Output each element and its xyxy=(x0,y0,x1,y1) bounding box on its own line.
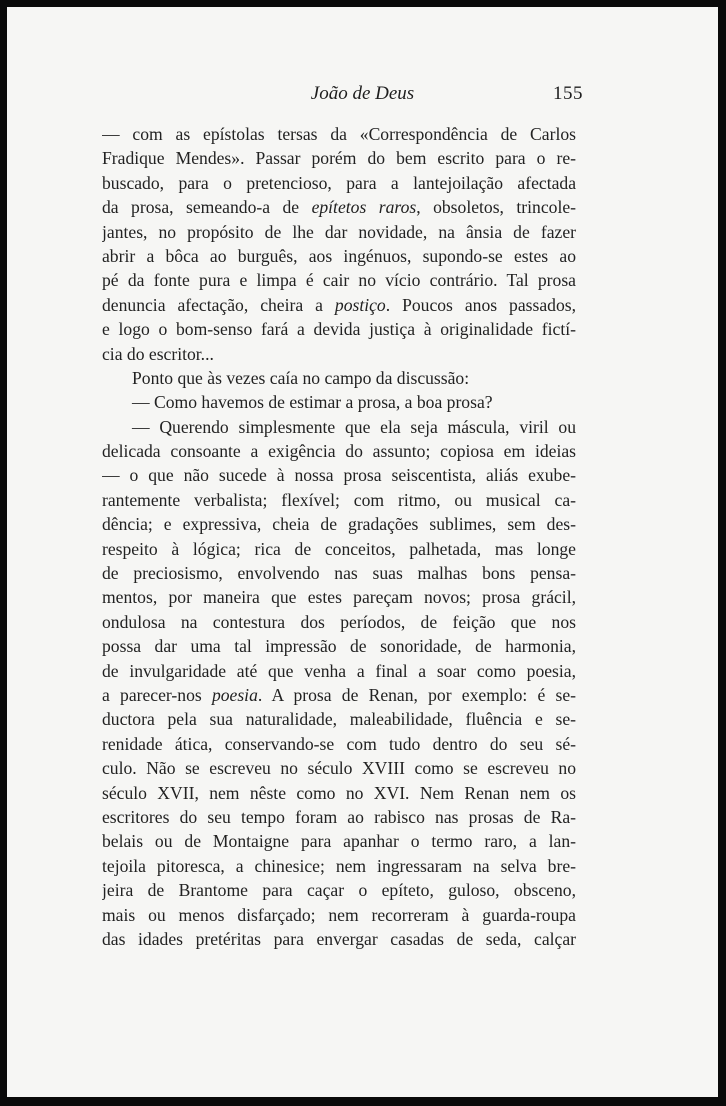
text-line: pé da fonte pura e limpa é cair no vício contrário. Tal prosa xyxy=(102,270,576,291)
text-run: . A prosa de Renan, por exemplo: é se- xyxy=(257,684,576,705)
text-line xyxy=(102,683,576,707)
text-line: mentos, por maneira que estes pareçam novos; prosa grácil, xyxy=(102,587,576,608)
text-line: de invulgaridade até que venha a final a soar como poesia, xyxy=(102,660,576,681)
text-line: cia do escritor... xyxy=(102,343,214,364)
text-run: . Poucos anos passados, xyxy=(385,294,576,315)
text-line: — Como havemos de estimar a prosa, a boa prosa? xyxy=(132,392,493,413)
text-line: abrir a bôca ao burguês, aos ingénuos, supondo-se estes ao xyxy=(102,245,576,266)
text-run: , obsoletos, trincole- xyxy=(416,197,576,218)
running-head xyxy=(7,81,718,107)
italic-phrase: epítetos raros xyxy=(311,197,417,218)
text-line: jeira de Brantome para caçar o epíteto, guloso, obsceno, xyxy=(102,880,576,901)
text-line: de preciosismo, envolvendo nas suas malhas bons pensa- xyxy=(102,563,576,584)
text-line: ductora pela sua naturalidade, maleabilidade, fluência e se- xyxy=(102,709,576,730)
text-line: — o que não sucede à nossa prosa seiscentista, aliás exube- xyxy=(102,465,576,486)
text-line: tejoila pitoresca, a chinesice; nem ingressaram na selva bre- xyxy=(102,855,576,876)
text-line xyxy=(102,293,576,317)
text-line: culo. Não se escreveu no século XVIII como se escreveu no xyxy=(102,758,576,779)
text-line: das idades pretéritas para envergar casadas de seda, calçar xyxy=(102,928,576,949)
text-line: respeito à lógica; rica de conceitos, palhetada, mas longe xyxy=(102,538,576,559)
text-line: possa dar uma tal impressão de sonoridade, de harmonia, xyxy=(102,636,576,657)
text-line: e logo o bom-senso fará a devida justiça à originalidade fictí- xyxy=(102,319,576,340)
italic-phrase: postiço xyxy=(334,294,386,315)
text-line xyxy=(102,195,576,219)
text-run: denuncia afectação, cheira a xyxy=(102,294,335,315)
text-line: delicada consoante a exigência do assunto; copiosa em ideias xyxy=(102,441,576,462)
italic-phrase: poesia xyxy=(211,684,258,705)
text-line: Fradique Mendes». Passar porém do bem escrito para o re- xyxy=(102,148,576,169)
text-line: rantemente verbalista; flexível; com ritmo, ou musical ca- xyxy=(102,489,576,510)
book-page xyxy=(7,7,718,1097)
running-head-title: João de Deus xyxy=(310,83,415,104)
body-text xyxy=(102,122,576,951)
text-line: belais ou de Montaigne para apanhar o termo raro, a lan- xyxy=(102,831,576,852)
text-line: mais ou menos disfarçado; nem recorreram à guarda-roupa xyxy=(102,904,576,925)
page-number: 155 xyxy=(553,83,583,104)
text-line: ondulosa na contestura dos períodos, de feição que nos xyxy=(102,611,576,632)
text-line: jantes, no propósito de lhe dar novidade, na ânsia de fazer xyxy=(102,221,576,242)
text-line: escritores do seu tempo foram ao rabisco nas prosas de Ra- xyxy=(102,806,576,827)
text-line: dência; e expressiva, cheia de gradações sublimes, sem des- xyxy=(102,514,576,535)
text-line: Ponto que às vezes caía no campo da discussão: xyxy=(132,367,470,388)
text-line: buscado, para o pretencioso, para a lantejoilação afectada xyxy=(102,172,576,193)
text-line: — Querendo simplesmente que ela seja máscula, viril ou xyxy=(132,416,576,437)
text-run: a parecer-nos xyxy=(102,684,212,705)
text-line: século XVII, nem nêste como no XVI. Nem Renan nem os xyxy=(102,782,576,803)
text-line: renidade ática, conservando-se com tudo dentro do seu sé- xyxy=(102,733,576,754)
text-run: da prosa, semeando-a de xyxy=(102,197,312,218)
text-line: — com as epístolas tersas da «Correspondência de Carlos xyxy=(102,124,576,144)
